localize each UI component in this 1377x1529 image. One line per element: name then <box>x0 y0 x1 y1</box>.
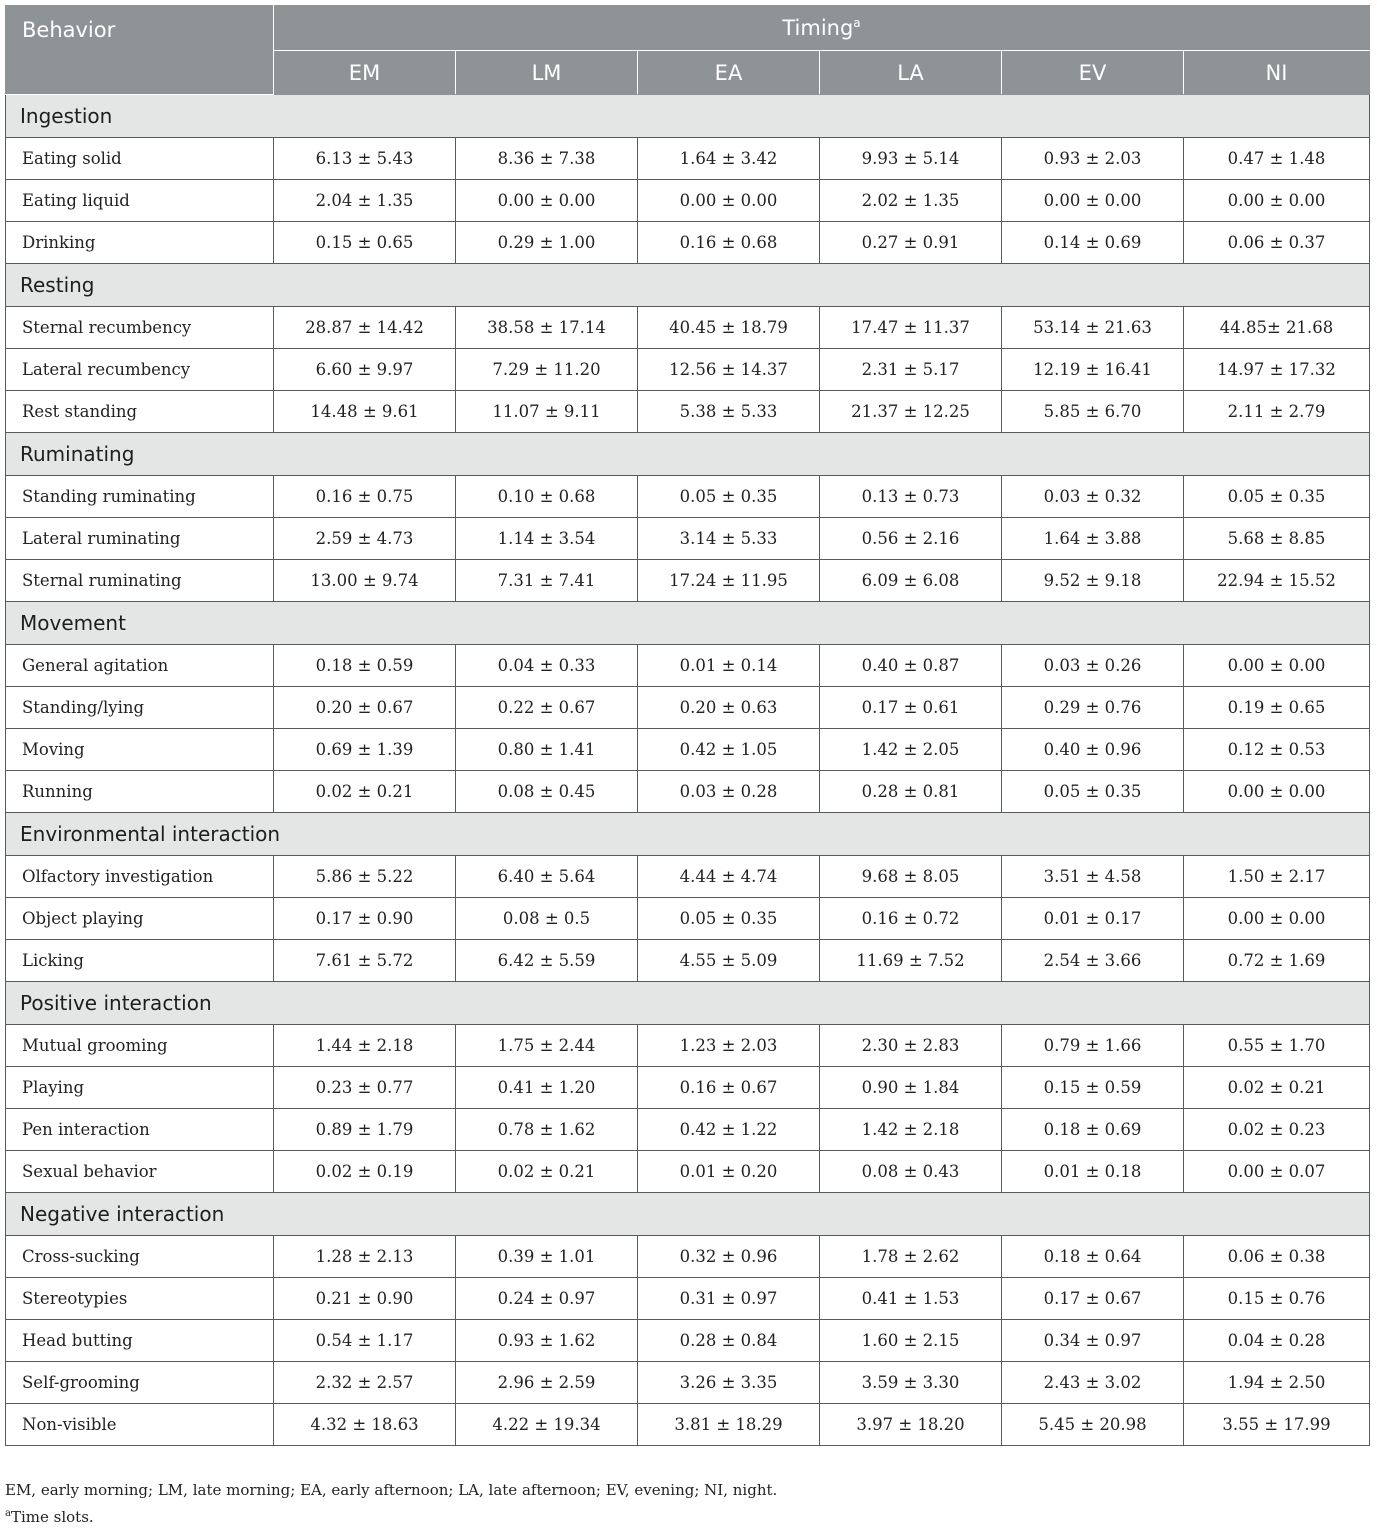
slot-header-lm: LM <box>456 51 638 95</box>
value-cell-ev: 0.40 ± 0.96 <box>1002 729 1184 771</box>
behavior-timing-table <box>5 5 1370 1446</box>
value-cell-la: 0.13 ± 0.73 <box>820 476 1002 518</box>
category-row <box>6 433 1370 476</box>
value-cell-em: 28.87 ± 14.42 <box>274 307 456 349</box>
category-row <box>6 982 1370 1025</box>
behavior-label: Pen interaction <box>6 1109 274 1151</box>
value-cell-la: 0.08 ± 0.43 <box>820 1151 1002 1193</box>
value-cell-em: 2.04 ± 1.35 <box>274 180 456 222</box>
table-row <box>6 1109 1370 1151</box>
value-cell-la: 17.47 ± 11.37 <box>820 307 1002 349</box>
behavior-label: Mutual grooming <box>6 1025 274 1067</box>
value-cell-ea: 1.23 ± 2.03 <box>638 1025 820 1067</box>
value-cell-ni: 0.47 ± 1.48 <box>1184 138 1370 180</box>
value-cell-la: 11.69 ± 7.52 <box>820 940 1002 982</box>
value-cell-lm: 0.78 ± 1.62 <box>456 1109 638 1151</box>
value-cell-lm: 11.07 ± 9.11 <box>456 391 638 433</box>
value-cell-lm: 0.39 ± 1.01 <box>456 1236 638 1278</box>
value-cell-ni: 0.04 ± 0.28 <box>1184 1320 1370 1362</box>
value-cell-lm: 0.80 ± 1.41 <box>456 729 638 771</box>
table-body <box>6 95 1370 1446</box>
table-row <box>6 645 1370 687</box>
value-cell-la: 0.17 ± 0.61 <box>820 687 1002 729</box>
value-cell-em: 0.16 ± 0.75 <box>274 476 456 518</box>
behavior-label: Sternal ruminating <box>6 560 274 602</box>
behavior-label: Head butting <box>6 1320 274 1362</box>
value-cell-ea: 0.01 ± 0.14 <box>638 645 820 687</box>
value-cell-lm: 0.41 ± 1.20 <box>456 1067 638 1109</box>
table-row <box>6 771 1370 813</box>
category-row <box>6 813 1370 856</box>
value-cell-ni: 0.55 ± 1.70 <box>1184 1025 1370 1067</box>
value-cell-em: 2.59 ± 4.73 <box>274 518 456 560</box>
behavior-label: Drinking <box>6 222 274 264</box>
table-row <box>6 476 1370 518</box>
value-cell-lm: 7.31 ± 7.41 <box>456 560 638 602</box>
value-cell-lm: 4.22 ± 19.34 <box>456 1404 638 1446</box>
table-row <box>6 1362 1370 1404</box>
value-cell-ni: 0.06 ± 0.38 <box>1184 1236 1370 1278</box>
value-cell-ev: 0.34 ± 0.97 <box>1002 1320 1184 1362</box>
value-cell-ni: 0.00 ± 0.00 <box>1184 180 1370 222</box>
table-footnotes <box>5 1479 777 1529</box>
value-cell-la: 0.27 ± 0.91 <box>820 222 1002 264</box>
value-cell-ev: 2.54 ± 3.66 <box>1002 940 1184 982</box>
value-cell-la: 9.68 ± 8.05 <box>820 856 1002 898</box>
value-cell-ev: 0.03 ± 0.26 <box>1002 645 1184 687</box>
value-cell-ea: 4.55 ± 5.09 <box>638 940 820 982</box>
behavior-label: Moving <box>6 729 274 771</box>
timeslot-footnote <box>5 1502 777 1529</box>
table-row <box>6 898 1370 940</box>
behavior-label: Running <box>6 771 274 813</box>
value-cell-em: 1.44 ± 2.18 <box>274 1025 456 1067</box>
table-row <box>6 729 1370 771</box>
table-row <box>6 180 1370 222</box>
value-cell-lm: 6.42 ± 5.59 <box>456 940 638 982</box>
value-cell-lm: 1.14 ± 3.54 <box>456 518 638 560</box>
table-row <box>6 1320 1370 1362</box>
table-row <box>6 940 1370 982</box>
value-cell-ni: 0.00 ± 0.07 <box>1184 1151 1370 1193</box>
value-cell-la: 9.93 ± 5.14 <box>820 138 1002 180</box>
value-cell-ea: 0.01 ± 0.20 <box>638 1151 820 1193</box>
value-cell-ea: 0.05 ± 0.35 <box>638 476 820 518</box>
value-cell-em: 0.15 ± 0.65 <box>274 222 456 264</box>
value-cell-em: 4.32 ± 18.63 <box>274 1404 456 1446</box>
value-cell-em: 1.28 ± 2.13 <box>274 1236 456 1278</box>
behavior-label: Eating liquid <box>6 180 274 222</box>
value-cell-lm: 0.02 ± 0.21 <box>456 1151 638 1193</box>
table-row <box>6 391 1370 433</box>
value-cell-ev: 0.18 ± 0.69 <box>1002 1109 1184 1151</box>
category-row <box>6 1193 1370 1236</box>
value-cell-em: 0.02 ± 0.21 <box>274 771 456 813</box>
value-cell-ea: 0.42 ± 1.05 <box>638 729 820 771</box>
behavior-label: Playing <box>6 1067 274 1109</box>
value-cell-lm: 0.93 ± 1.62 <box>456 1320 638 1362</box>
value-cell-ni: 0.19 ± 0.65 <box>1184 687 1370 729</box>
value-cell-ni: 1.94 ± 2.50 <box>1184 1362 1370 1404</box>
value-cell-ea: 0.20 ± 0.63 <box>638 687 820 729</box>
value-cell-la: 2.31 ± 5.17 <box>820 349 1002 391</box>
value-cell-la: 3.97 ± 18.20 <box>820 1404 1002 1446</box>
value-cell-ni: 0.05 ± 0.35 <box>1184 476 1370 518</box>
behavior-label: Cross-sucking <box>6 1236 274 1278</box>
value-cell-ni: 1.50 ± 2.17 <box>1184 856 1370 898</box>
value-cell-em: 13.00 ± 9.74 <box>274 560 456 602</box>
value-cell-ni: 0.15 ± 0.76 <box>1184 1278 1370 1320</box>
value-cell-em: 7.61 ± 5.72 <box>274 940 456 982</box>
value-cell-la: 0.40 ± 0.87 <box>820 645 1002 687</box>
table-row <box>6 1236 1370 1278</box>
slot-header-ni: NI <box>1184 51 1370 95</box>
value-cell-em: 5.86 ± 5.22 <box>274 856 456 898</box>
value-cell-la: 0.56 ± 2.16 <box>820 518 1002 560</box>
value-cell-lm: 0.04 ± 0.33 <box>456 645 638 687</box>
table-row <box>6 1404 1370 1446</box>
category-label: Movement <box>6 602 1370 645</box>
value-cell-em: 2.32 ± 2.57 <box>274 1362 456 1404</box>
value-cell-lm: 0.22 ± 0.67 <box>456 687 638 729</box>
slot-header-em: EM <box>274 51 456 95</box>
behavior-label: Stereotypies <box>6 1278 274 1320</box>
behavior-label: Rest standing <box>6 391 274 433</box>
value-cell-ea: 0.31 ± 0.97 <box>638 1278 820 1320</box>
behavior-label: General agitation <box>6 645 274 687</box>
value-cell-la: 1.78 ± 2.62 <box>820 1236 1002 1278</box>
value-cell-lm: 8.36 ± 7.38 <box>456 138 638 180</box>
behavior-label: Lateral ruminating <box>6 518 274 560</box>
value-cell-lm: 0.24 ± 0.97 <box>456 1278 638 1320</box>
table-row <box>6 1025 1370 1067</box>
value-cell-lm: 6.40 ± 5.64 <box>456 856 638 898</box>
value-cell-lm: 0.29 ± 1.00 <box>456 222 638 264</box>
category-label: Negative interaction <box>6 1193 1370 1236</box>
table-row <box>6 518 1370 560</box>
value-cell-lm: 7.29 ± 11.20 <box>456 349 638 391</box>
timing-label: Timing <box>782 16 854 40</box>
value-cell-ev: 9.52 ± 9.18 <box>1002 560 1184 602</box>
category-row <box>6 602 1370 645</box>
value-cell-ni: 0.12 ± 0.53 <box>1184 729 1370 771</box>
value-cell-ea: 0.32 ± 0.96 <box>638 1236 820 1278</box>
value-cell-la: 0.41 ± 1.53 <box>820 1278 1002 1320</box>
value-cell-ni: 0.00 ± 0.00 <box>1184 771 1370 813</box>
value-cell-ni: 44.85± 21.68 <box>1184 307 1370 349</box>
value-cell-em: 0.23 ± 0.77 <box>274 1067 456 1109</box>
value-cell-ev: 0.01 ± 0.18 <box>1002 1151 1184 1193</box>
behavior-label: Standing ruminating <box>6 476 274 518</box>
value-cell-ev: 0.15 ± 0.59 <box>1002 1067 1184 1109</box>
table-row <box>6 687 1370 729</box>
timing-superscript: a <box>853 16 861 30</box>
value-cell-ea: 4.44 ± 4.74 <box>638 856 820 898</box>
value-cell-lm: 0.10 ± 0.68 <box>456 476 638 518</box>
value-cell-ea: 3.14 ± 5.33 <box>638 518 820 560</box>
value-cell-ev: 0.05 ± 0.35 <box>1002 771 1184 813</box>
value-cell-ea: 0.00 ± 0.00 <box>638 180 820 222</box>
value-cell-ni: 0.00 ± 0.00 <box>1184 898 1370 940</box>
value-cell-em: 0.18 ± 0.59 <box>274 645 456 687</box>
value-cell-ev: 0.00 ± 0.00 <box>1002 180 1184 222</box>
table-row <box>6 856 1370 898</box>
value-cell-ni: 22.94 ± 15.52 <box>1184 560 1370 602</box>
table-container <box>5 5 1369 1446</box>
value-cell-ni: 0.72 ± 1.69 <box>1184 940 1370 982</box>
behavior-label: Self-grooming <box>6 1362 274 1404</box>
table-row <box>6 349 1370 391</box>
value-cell-ev: 5.85 ± 6.70 <box>1002 391 1184 433</box>
table-row <box>6 307 1370 349</box>
value-cell-lm: 1.75 ± 2.44 <box>456 1025 638 1067</box>
value-cell-ni: 2.11 ± 2.79 <box>1184 391 1370 433</box>
value-cell-em: 0.20 ± 0.67 <box>274 687 456 729</box>
value-cell-em: 6.60 ± 9.97 <box>274 349 456 391</box>
value-cell-ev: 0.79 ± 1.66 <box>1002 1025 1184 1067</box>
table-row <box>6 560 1370 602</box>
value-cell-la: 21.37 ± 12.25 <box>820 391 1002 433</box>
abbreviations-footnote: EM, early morning; LM, late morning; EA, early afternoon; LA, late afternoon; EV, evening; NI, night. <box>5 1481 778 1499</box>
slot-header-la: LA <box>820 51 1002 95</box>
value-cell-lm: 0.08 ± 0.5 <box>456 898 638 940</box>
value-cell-ev: 0.93 ± 2.03 <box>1002 138 1184 180</box>
value-cell-ea: 0.28 ± 0.84 <box>638 1320 820 1362</box>
value-cell-la: 1.42 ± 2.05 <box>820 729 1002 771</box>
value-cell-ni: 0.02 ± 0.23 <box>1184 1109 1370 1151</box>
category-label: Resting <box>6 264 1370 307</box>
value-cell-ea: 3.81 ± 18.29 <box>638 1404 820 1446</box>
table-row <box>6 1067 1370 1109</box>
table-header <box>6 6 1370 95</box>
value-cell-ev: 0.29 ± 0.76 <box>1002 687 1184 729</box>
behavior-label: Object playing <box>6 898 274 940</box>
value-cell-ni: 14.97 ± 17.32 <box>1184 349 1370 391</box>
value-cell-ev: 0.17 ± 0.67 <box>1002 1278 1184 1320</box>
value-cell-em: 0.69 ± 1.39 <box>274 729 456 771</box>
value-cell-em: 6.13 ± 5.43 <box>274 138 456 180</box>
value-cell-ea: 1.64 ± 3.42 <box>638 138 820 180</box>
value-cell-lm: 0.08 ± 0.45 <box>456 771 638 813</box>
value-cell-ea: 5.38 ± 5.33 <box>638 391 820 433</box>
slot-header-ev: EV <box>1002 51 1184 95</box>
category-label: Ingestion <box>6 95 1370 138</box>
value-cell-em: 14.48 ± 9.61 <box>274 391 456 433</box>
category-row <box>6 95 1370 138</box>
value-cell-ni: 0.02 ± 0.21 <box>1184 1067 1370 1109</box>
behavior-column-header: Behavior <box>6 6 274 95</box>
value-cell-ni: 3.55 ± 17.99 <box>1184 1404 1370 1446</box>
behavior-label: Non-visible <box>6 1404 274 1446</box>
value-cell-ea: 17.24 ± 11.95 <box>638 560 820 602</box>
behavior-label: Licking <box>6 940 274 982</box>
value-cell-em: 0.89 ± 1.79 <box>274 1109 456 1151</box>
behavior-label: Lateral recumbency <box>6 349 274 391</box>
value-cell-ni: 5.68 ± 8.85 <box>1184 518 1370 560</box>
behavior-label: Sexual behavior <box>6 1151 274 1193</box>
value-cell-la: 1.60 ± 2.15 <box>820 1320 1002 1362</box>
behavior-label: Sternal recumbency <box>6 307 274 349</box>
value-cell-ev: 0.18 ± 0.64 <box>1002 1236 1184 1278</box>
value-cell-ea: 12.56 ± 14.37 <box>638 349 820 391</box>
value-cell-ni: 0.06 ± 0.37 <box>1184 222 1370 264</box>
value-cell-em: 0.54 ± 1.17 <box>274 1320 456 1362</box>
value-cell-ea: 0.16 ± 0.67 <box>638 1067 820 1109</box>
value-cell-ev: 0.03 ± 0.32 <box>1002 476 1184 518</box>
category-row <box>6 264 1370 307</box>
category-label: Environmental interaction <box>6 813 1370 856</box>
behavior-label: Olfactory investigation <box>6 856 274 898</box>
slot-header-ea: EA <box>638 51 820 95</box>
behavior-label: Standing/lying <box>6 687 274 729</box>
value-cell-lm: 2.96 ± 2.59 <box>456 1362 638 1404</box>
value-cell-ev: 12.19 ± 16.41 <box>1002 349 1184 391</box>
value-cell-la: 0.28 ± 0.81 <box>820 771 1002 813</box>
value-cell-ev: 0.01 ± 0.17 <box>1002 898 1184 940</box>
value-cell-la: 0.90 ± 1.84 <box>820 1067 1002 1109</box>
value-cell-em: 0.21 ± 0.90 <box>274 1278 456 1320</box>
value-cell-la: 1.42 ± 2.18 <box>820 1109 1002 1151</box>
category-label: Positive interaction <box>6 982 1370 1025</box>
table-row <box>6 1151 1370 1193</box>
value-cell-ea: 0.03 ± 0.28 <box>638 771 820 813</box>
value-cell-lm: 0.00 ± 0.00 <box>456 180 638 222</box>
table-row <box>6 1278 1370 1320</box>
value-cell-ea: 0.05 ± 0.35 <box>638 898 820 940</box>
value-cell-ea: 0.42 ± 1.22 <box>638 1109 820 1151</box>
behavior-label: Eating solid <box>6 138 274 180</box>
value-cell-ev: 3.51 ± 4.58 <box>1002 856 1184 898</box>
timing-column-header <box>274 6 1370 51</box>
value-cell-ev: 5.45 ± 20.98 <box>1002 1404 1184 1446</box>
value-cell-ni: 0.00 ± 0.00 <box>1184 645 1370 687</box>
value-cell-ev: 53.14 ± 21.63 <box>1002 307 1184 349</box>
value-cell-la: 2.02 ± 1.35 <box>820 180 1002 222</box>
value-cell-ea: 0.16 ± 0.68 <box>638 222 820 264</box>
value-cell-la: 3.59 ± 3.30 <box>820 1362 1002 1404</box>
value-cell-la: 0.16 ± 0.72 <box>820 898 1002 940</box>
value-cell-ea: 40.45 ± 18.79 <box>638 307 820 349</box>
value-cell-ea: 3.26 ± 3.35 <box>638 1362 820 1404</box>
table-row <box>6 222 1370 264</box>
footnote-text: Time slots. <box>10 1508 94 1526</box>
table-row <box>6 138 1370 180</box>
value-cell-em: 0.02 ± 0.19 <box>274 1151 456 1193</box>
value-cell-ev: 2.43 ± 3.02 <box>1002 1362 1184 1404</box>
value-cell-la: 2.30 ± 2.83 <box>820 1025 1002 1067</box>
category-label: Ruminating <box>6 433 1370 476</box>
value-cell-lm: 38.58 ± 17.14 <box>456 307 638 349</box>
value-cell-ev: 0.14 ± 0.69 <box>1002 222 1184 264</box>
value-cell-ev: 1.64 ± 3.88 <box>1002 518 1184 560</box>
value-cell-la: 6.09 ± 6.08 <box>820 560 1002 602</box>
footnote-mark: a <box>5 1508 11 1519</box>
value-cell-em: 0.17 ± 0.90 <box>274 898 456 940</box>
